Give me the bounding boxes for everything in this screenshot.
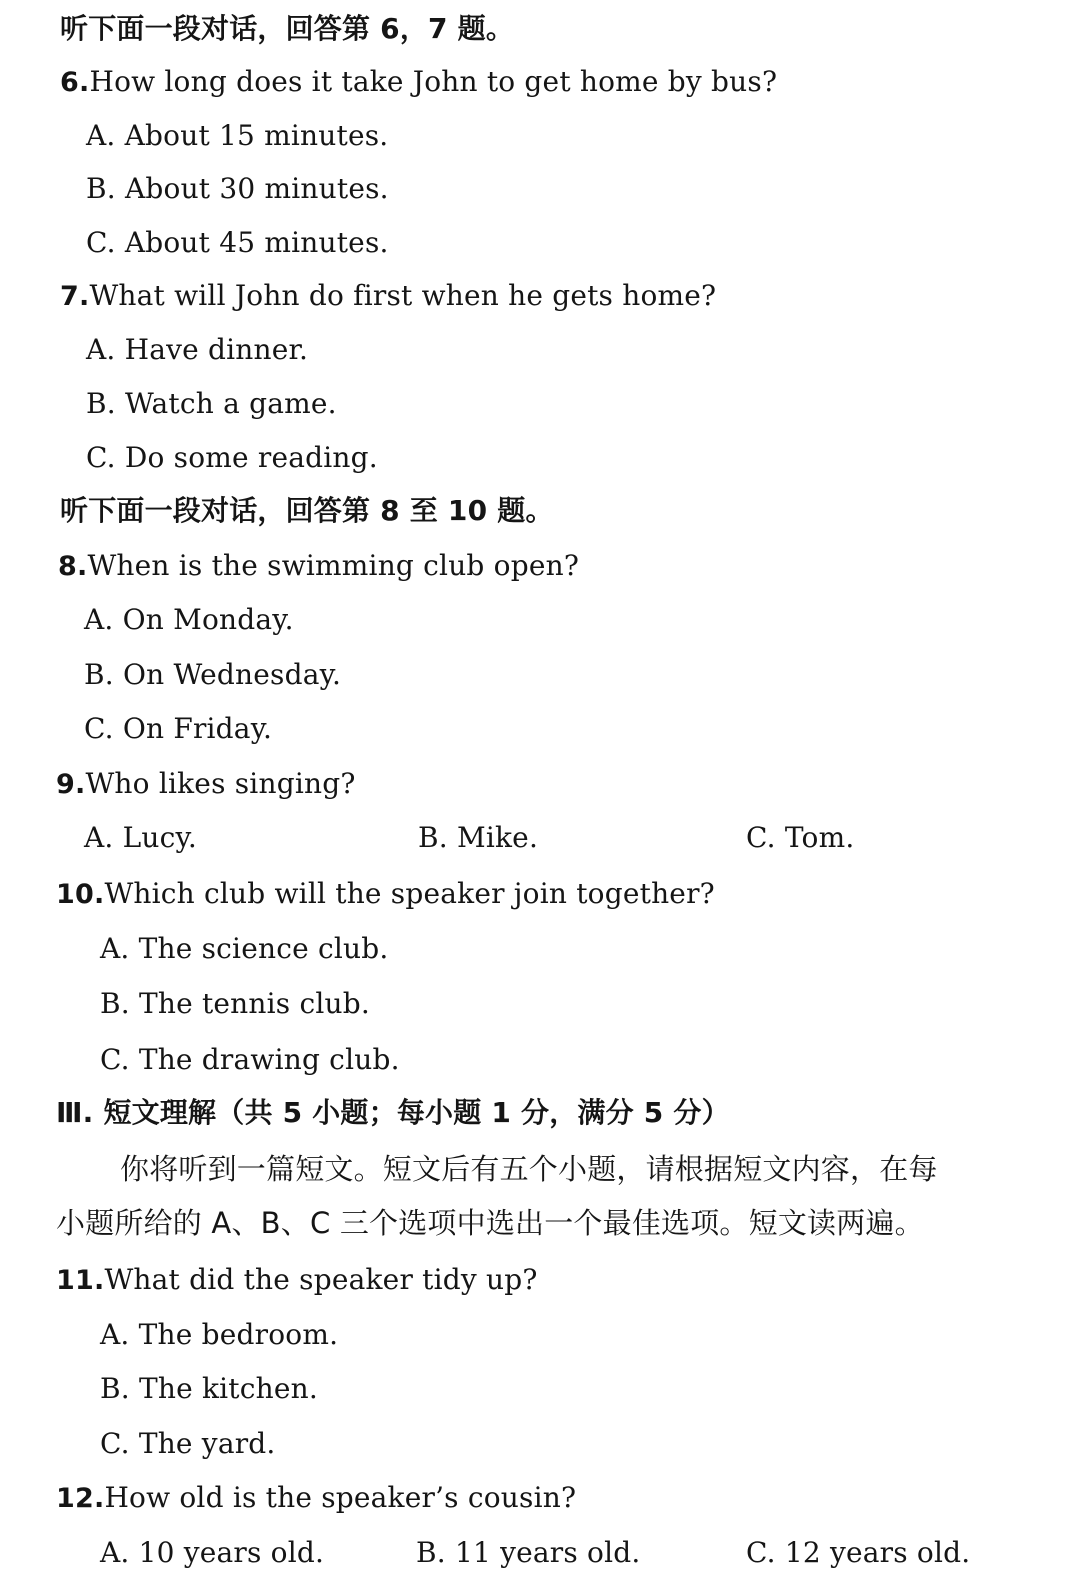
question-number: 7.	[60, 281, 90, 312]
option-11c: C. The yard.	[100, 1427, 276, 1460]
question-number: 12.	[56, 1483, 105, 1514]
option-12a: A. 10 years old.	[100, 1536, 325, 1569]
dialogue-instruction-6-7: 听下面一段对话，回答第 6，7 题。	[60, 12, 515, 45]
option-7b: B. Watch a game.	[86, 387, 337, 420]
option-10c: C. The drawing club.	[100, 1043, 400, 1076]
question-text: When is the swimming club open?	[87, 549, 580, 582]
question-number: 11.	[56, 1265, 105, 1296]
option-6b: B. About 30 minutes.	[86, 172, 389, 205]
option-7a: A. Have dinner.	[86, 333, 309, 366]
question-text: How old is the speaker’s cousin?	[104, 1481, 577, 1514]
question-number: 10.	[56, 879, 105, 910]
question-number: 9.	[56, 769, 86, 800]
option-7c: C. Do some reading.	[86, 441, 378, 474]
option-8a: A. On Monday.	[84, 603, 294, 636]
dialogue-instruction-8-10: 听下面一段对话，回答第 8 至 10 题。	[60, 494, 554, 527]
question-number: 6.	[60, 67, 90, 98]
option-9a: A. Lucy.	[84, 821, 197, 854]
option-8c: C. On Friday.	[84, 712, 273, 745]
option-8b: B. On Wednesday.	[84, 658, 342, 691]
option-10b: B. The tennis club.	[100, 987, 370, 1020]
option-10a: A. The science club.	[100, 932, 389, 965]
option-9c: C. Tom.	[746, 821, 855, 854]
option-6a: A. About 15 minutes.	[86, 119, 389, 152]
question-9	[56, 764, 356, 805]
option-9b: B. Mike.	[418, 821, 539, 854]
option-6c: C. About 45 minutes.	[86, 226, 389, 259]
question-text: How long does it take John to get home by bus?	[89, 65, 778, 98]
option-12c: C. 12 years old.	[746, 1536, 971, 1569]
option-11a: A. The bedroom.	[100, 1318, 339, 1351]
section-iii-directions-line-2: 小题所给的 A、B、C 三个选项中选出一个最佳选项。短文读两遍。	[56, 1206, 924, 1240]
question-text: What did the speaker tidy up?	[104, 1263, 538, 1296]
question-6	[60, 62, 777, 103]
question-8	[58, 546, 579, 587]
question-text: What will John do first when he gets home?	[89, 279, 717, 312]
section-iii-heading: Ⅲ. 短文理解（共 5 小题；每小题 1 分，满分 5 分）	[56, 1096, 730, 1129]
question-12	[56, 1478, 576, 1519]
question-text: Who likes singing?	[85, 767, 356, 800]
section-iii-directions-line-1: 你将听到一篇短文。短文后有五个小题，请根据短文内容，在每	[120, 1152, 938, 1186]
option-12b: B. 11 years old.	[416, 1536, 641, 1569]
option-11b: B. The kitchen.	[100, 1372, 318, 1405]
question-text: Which club will the speaker join together?	[104, 877, 715, 910]
question-10	[56, 874, 715, 915]
question-7	[60, 276, 716, 317]
question-11	[56, 1260, 538, 1301]
question-number: 8.	[58, 551, 88, 582]
